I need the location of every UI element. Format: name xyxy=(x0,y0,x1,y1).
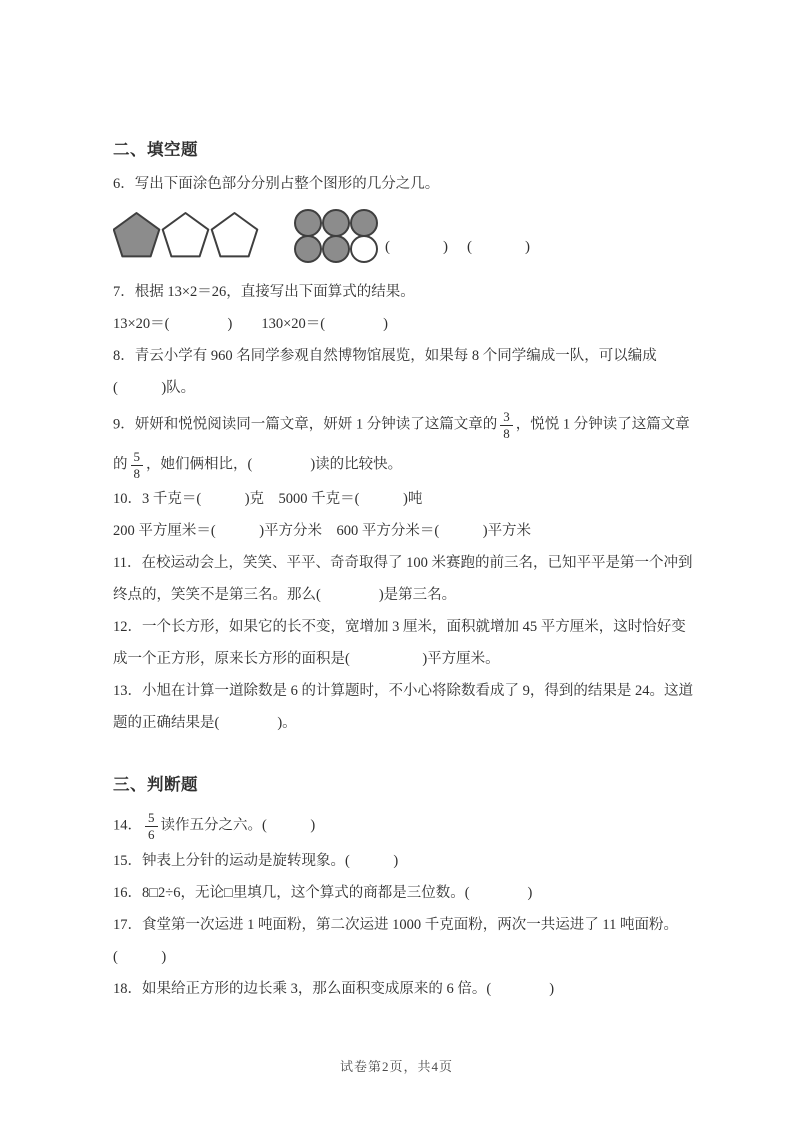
circle-shape-unshaded xyxy=(351,236,377,262)
question-12-line-1: 12．一个长方形，如果它的长不变，宽增加 3 厘米，面积就增加 45 平方厘米，这时恰好变 xyxy=(113,619,686,636)
fraction-denominator: 6 xyxy=(148,827,155,843)
fraction-numerator: 3 xyxy=(500,410,513,426)
fraction-denominator: 8 xyxy=(503,426,510,442)
question-13-line-1: 13．小旭在计算一道除数是 6 的计算题时，不小心将除数看成了 9，得到的结果是 24。这道 xyxy=(113,683,693,700)
fraction-five-eighths xyxy=(131,450,144,482)
circle-shape-shaded xyxy=(295,236,321,262)
answer-blanks: ( ) ( ) xyxy=(385,239,532,255)
question-17-line-2: ( ) xyxy=(113,948,167,965)
question-9-line-1-pre: 9．妍妍和悦悦阅读同一篇文章，妍妍 1 分钟读了这篇文章的 xyxy=(113,416,498,433)
circle-shapes-figure xyxy=(293,208,381,264)
question-6-figure xyxy=(113,206,713,266)
circle-shape-shaded xyxy=(323,236,349,262)
question-16-text: 16．8□2÷6，无论□里填几，这个算式的商都是三位数。( ) xyxy=(113,884,533,901)
question-15-text: 15．钟表上分针的运动是旋转现象。( ) xyxy=(113,852,399,869)
pentagon-shape-shaded xyxy=(114,213,160,256)
pentagon-shape-unshaded xyxy=(212,213,258,256)
pentagon-shape-unshaded xyxy=(163,213,209,256)
question-11-line-2: 终点的，笑笑不是第三名。那么( )是第三名。 xyxy=(113,587,457,604)
question-9-line-2-pre: 的 xyxy=(113,456,128,473)
question-14-pre: 14． xyxy=(113,817,142,834)
question-14-text xyxy=(113,811,713,843)
question-9-line-1-post: ，悦悦 1 分钟读了这篇文章 xyxy=(515,416,690,433)
question-13-line-2: 题的正确结果是( )。 xyxy=(113,715,297,732)
question-8-line-1: 8．青云小学有 960 名同学参观自然博物馆展览，如果每 8 个同学编成一队，可以编成 xyxy=(113,348,657,364)
question-9-line-2-post: ，她们俩相比，( )读的比较快。 xyxy=(146,456,403,473)
page-footer: 试卷第2页，共4页 xyxy=(339,1059,453,1074)
section-spacer xyxy=(113,745,713,771)
question-7-line-2: 13×20＝( ) 130×20＝( ) xyxy=(113,316,388,332)
section-title-judge: 三、判断题 xyxy=(113,775,198,795)
page-content xyxy=(113,136,713,1011)
circle-shape-shaded xyxy=(323,210,349,236)
question-7-line-1: 7．根据 13×2＝26，直接写出下面算式的结果。 xyxy=(113,284,415,300)
question-9-line-2 xyxy=(113,450,713,482)
question-9-line-1 xyxy=(113,410,713,442)
question-10-line-2: 200 平方厘米＝( )平方分米 600 平方分米＝( )平方米 xyxy=(113,523,532,540)
question-14-post: 读作五分之六。( ) xyxy=(160,817,316,834)
pentagon-shapes-figure xyxy=(113,210,263,262)
question-17-line-1: 17．食堂第一次运进 1 吨面粉，第二次运进 1000 千克面粉，两次一共运进了 11 吨面粉。 xyxy=(113,916,678,933)
circle-shape-shaded xyxy=(351,210,377,236)
question-10-line-1: 10．3 千克＝( )克 5000 千克＝( )吨 xyxy=(113,491,423,508)
question-12-line-2: 成一个正方形，原来长方形的面积是( )平方厘米。 xyxy=(113,651,500,668)
circle-shape-shaded xyxy=(295,210,321,236)
fraction-three-eighths xyxy=(500,410,513,442)
section-title-fill-blanks: 二、填空题 xyxy=(113,140,198,159)
fraction-numerator: 5 xyxy=(145,811,158,827)
question-8-line-2: ( )队。 xyxy=(113,380,196,396)
question-6-text: 6．写出下面涂色部分分别占整个图形的几分之几。 xyxy=(113,176,440,192)
fraction-five-sixths xyxy=(145,811,158,843)
fraction-numerator: 5 xyxy=(131,450,144,466)
question-18-text: 18．如果给正方形的边长乘 3，那么面积变成原来的 6 倍。( ) xyxy=(113,980,555,997)
fraction-denominator: 8 xyxy=(133,465,140,481)
question-11-line-1: 11．在校运动会上，笑笑、平平、奇奇取得了 100 米赛跑的前三名，已知平平是第一个冲到 xyxy=(113,555,693,572)
